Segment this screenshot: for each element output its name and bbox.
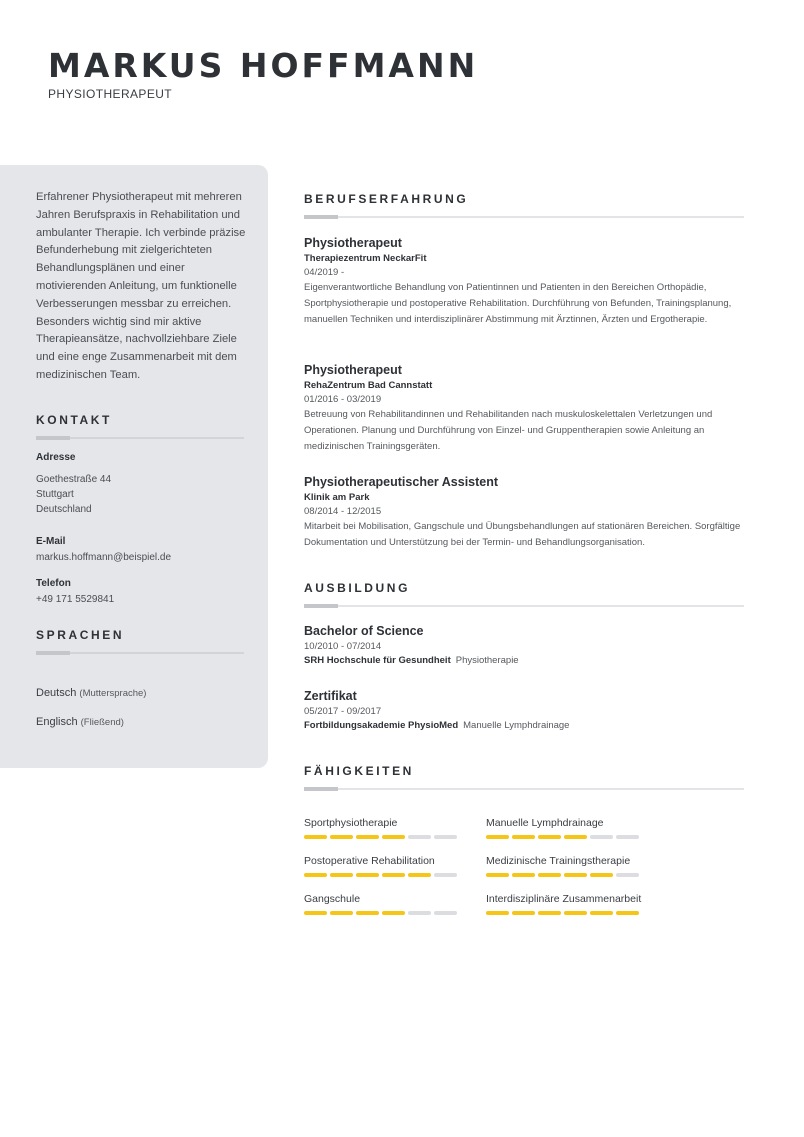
languages-section-rule xyxy=(36,652,244,654)
email-label: E-Mail xyxy=(36,536,66,547)
skill-segment-empty xyxy=(434,835,457,839)
skill-segment-empty xyxy=(590,835,613,839)
skill-segment-filled xyxy=(616,911,639,915)
address-line: Goethestraße 44 xyxy=(36,474,112,485)
address-line: Deutschland xyxy=(36,504,92,515)
job-entry xyxy=(304,474,744,551)
skill-segment-empty xyxy=(434,873,457,877)
education-field: Manuelle Lymphdrainage xyxy=(463,720,570,731)
skill-segment-filled xyxy=(304,911,327,915)
candidate-name: MARKUS HOFFMANN xyxy=(48,46,479,85)
education-section-title: AUSBILDUNG xyxy=(304,581,410,595)
skill-item xyxy=(304,854,474,877)
profile-summary: Erfahrener Physiotherapeut mit mehreren Jahren Berufspraxis in Rehabilitation und ambulanter Therapie. Ich verbinde präzise Befunderhebung mit zielgerichteten Behandlungsplänen und einer motivierenden Anleitung, um funktionelle Verbesserungen messbar zu erreichen. Besonders wichtig sind mir aktive Therapieansätze, nachvollziehbare Ziele und eine enge Zusammenarbeit mit dem medizinischen Team. xyxy=(36,191,246,381)
job-dates: 04/2019 - xyxy=(304,267,345,278)
skill-segment-filled xyxy=(330,835,353,839)
education-entry xyxy=(304,623,744,668)
candidate-role: PHYSIOTHERAPEUT xyxy=(48,87,173,101)
skill-level-bar xyxy=(304,835,474,839)
education-title: Zertifikat xyxy=(304,689,357,703)
skill-level-bar xyxy=(486,911,656,915)
skill-segment-filled xyxy=(486,835,509,839)
skill-segment-filled xyxy=(512,835,535,839)
languages-section-title: SPRACHEN xyxy=(36,628,125,642)
skill-segment-filled xyxy=(538,873,561,877)
skill-segment-filled xyxy=(382,873,405,877)
contact-section-title: KONTAKT xyxy=(36,413,112,427)
language-item xyxy=(36,687,146,699)
contact-section-rule xyxy=(36,437,244,439)
phone-value[interactable]: +49 171 5529841 xyxy=(36,594,115,605)
language-level: (Muttersprache) xyxy=(79,688,147,699)
skill-name: Postoperative Rehabilitation xyxy=(304,855,435,867)
skill-segment-filled xyxy=(590,873,613,877)
skill-segment-filled xyxy=(382,835,405,839)
skill-item xyxy=(486,816,656,839)
skill-name: Gangschule xyxy=(304,893,361,905)
skill-segment-filled xyxy=(538,911,561,915)
job-title: Physiotherapeut xyxy=(304,363,402,377)
skill-item xyxy=(486,892,656,915)
job-entry xyxy=(304,235,744,327)
skills-section-rule xyxy=(304,788,744,790)
skill-segment-filled xyxy=(330,911,353,915)
skill-name: Manuelle Lymphdrainage xyxy=(486,817,604,829)
job-title: Physiotherapeutischer Assistent xyxy=(304,475,499,489)
skill-name: Interdisziplinäre Zusammenarbeit xyxy=(486,893,642,905)
skill-item xyxy=(486,854,656,877)
job-company: RehaZentrum Bad Cannstatt xyxy=(304,380,433,391)
skill-segment-empty xyxy=(616,835,639,839)
skill-name: Medizinische Trainingstherapie xyxy=(486,855,631,867)
job-description: Betreuung von Rehabilitandinnen und Rehabilitanden nach muskuloskelettalen Verletzungen und Operationen. Planung und Durchführung von Einzel- und Gruppentherapien sowie Anleitung an medizinischen Trainingsgeräten. xyxy=(304,409,713,452)
job-dates: 01/2016 - 03/2019 xyxy=(304,394,382,405)
phone-label: Telefon xyxy=(36,578,71,589)
job-description: Mitarbeit bei Mobilisation, Gangschule und Übungsbehandlungen auf stationären Bereichen. Sorgfältige Dokumentation und Unterstützung bei der Termin- und Behandlungsorganisation. xyxy=(304,521,741,548)
skill-segment-filled xyxy=(356,911,379,915)
language-item xyxy=(36,716,124,728)
education-details xyxy=(304,719,744,733)
experience-section-rule xyxy=(304,216,744,218)
skill-segment-filled xyxy=(564,911,587,915)
address-label: Adresse xyxy=(36,452,76,463)
job-company: Klinik am Park xyxy=(304,492,370,503)
skill-level-bar xyxy=(486,873,656,877)
skill-segment-filled xyxy=(486,873,509,877)
skill-item xyxy=(304,816,474,839)
education-section-rule xyxy=(304,605,744,607)
job-entry xyxy=(304,362,744,454)
language-level: (Fließend) xyxy=(80,717,124,728)
language-name: Englisch xyxy=(36,716,78,728)
education-institution: SRH Hochschule für Gesundheit xyxy=(304,655,451,666)
education-title: Bachelor of Science xyxy=(304,624,424,638)
skill-segment-filled xyxy=(330,873,353,877)
education-details xyxy=(304,654,744,668)
language-name: Deutsch xyxy=(36,687,77,699)
skill-segment-filled xyxy=(512,873,535,877)
skill-segment-filled xyxy=(382,911,405,915)
skill-level-bar xyxy=(304,911,474,915)
education-dates: 05/2017 - 09/2017 xyxy=(304,706,382,717)
skill-segment-empty xyxy=(434,911,457,915)
skill-level-bar xyxy=(304,873,474,877)
skill-segment-empty xyxy=(408,835,431,839)
skill-segment-filled xyxy=(356,873,379,877)
skill-level-bar xyxy=(486,835,656,839)
experience-section-title: BERUFSERFAHRUNG xyxy=(304,192,469,206)
skill-segment-filled xyxy=(564,873,587,877)
education-dates: 10/2010 - 07/2014 xyxy=(304,641,382,652)
job-title: Physiotherapeut xyxy=(304,236,402,250)
skill-segment-filled xyxy=(304,873,327,877)
skill-segment-filled xyxy=(512,911,535,915)
job-dates: 08/2014 - 12/2015 xyxy=(304,506,382,517)
skill-segment-filled xyxy=(486,911,509,915)
education-institution: Fortbildungsakademie PhysioMed xyxy=(304,720,459,731)
skill-segment-filled xyxy=(408,873,431,877)
job-company: Therapiezentrum NeckarFit xyxy=(304,253,427,264)
skill-segment-filled xyxy=(356,835,379,839)
skill-segment-empty xyxy=(408,911,431,915)
skill-segment-filled xyxy=(590,911,613,915)
skill-segment-empty xyxy=(616,873,639,877)
education-entry xyxy=(304,688,744,733)
education-field: Physiotherapie xyxy=(455,655,519,666)
job-description: Eigenverantwortliche Behandlung von Patientinnen und Patienten in den Bereichen Orthopädie, Sportphysiotherapie und postoperative Rehabilitation. Durchführung von Befunden, Trainingsplanung, manuellen Techniken und interdisziplinärer Abstimmung mit Ärztinnen, Ärzten und Ergotherapie. xyxy=(304,282,732,325)
skill-segment-filled xyxy=(564,835,587,839)
address-line: Stuttgart xyxy=(36,489,74,500)
email-value[interactable]: markus.hoffmann@beispiel.de xyxy=(36,552,172,563)
skill-item xyxy=(304,892,474,915)
skill-name: Sportphysiotherapie xyxy=(304,817,398,829)
skills-section-title: FÄHIGKEITEN xyxy=(304,764,414,778)
skill-segment-filled xyxy=(304,835,327,839)
skill-segment-filled xyxy=(538,835,561,839)
